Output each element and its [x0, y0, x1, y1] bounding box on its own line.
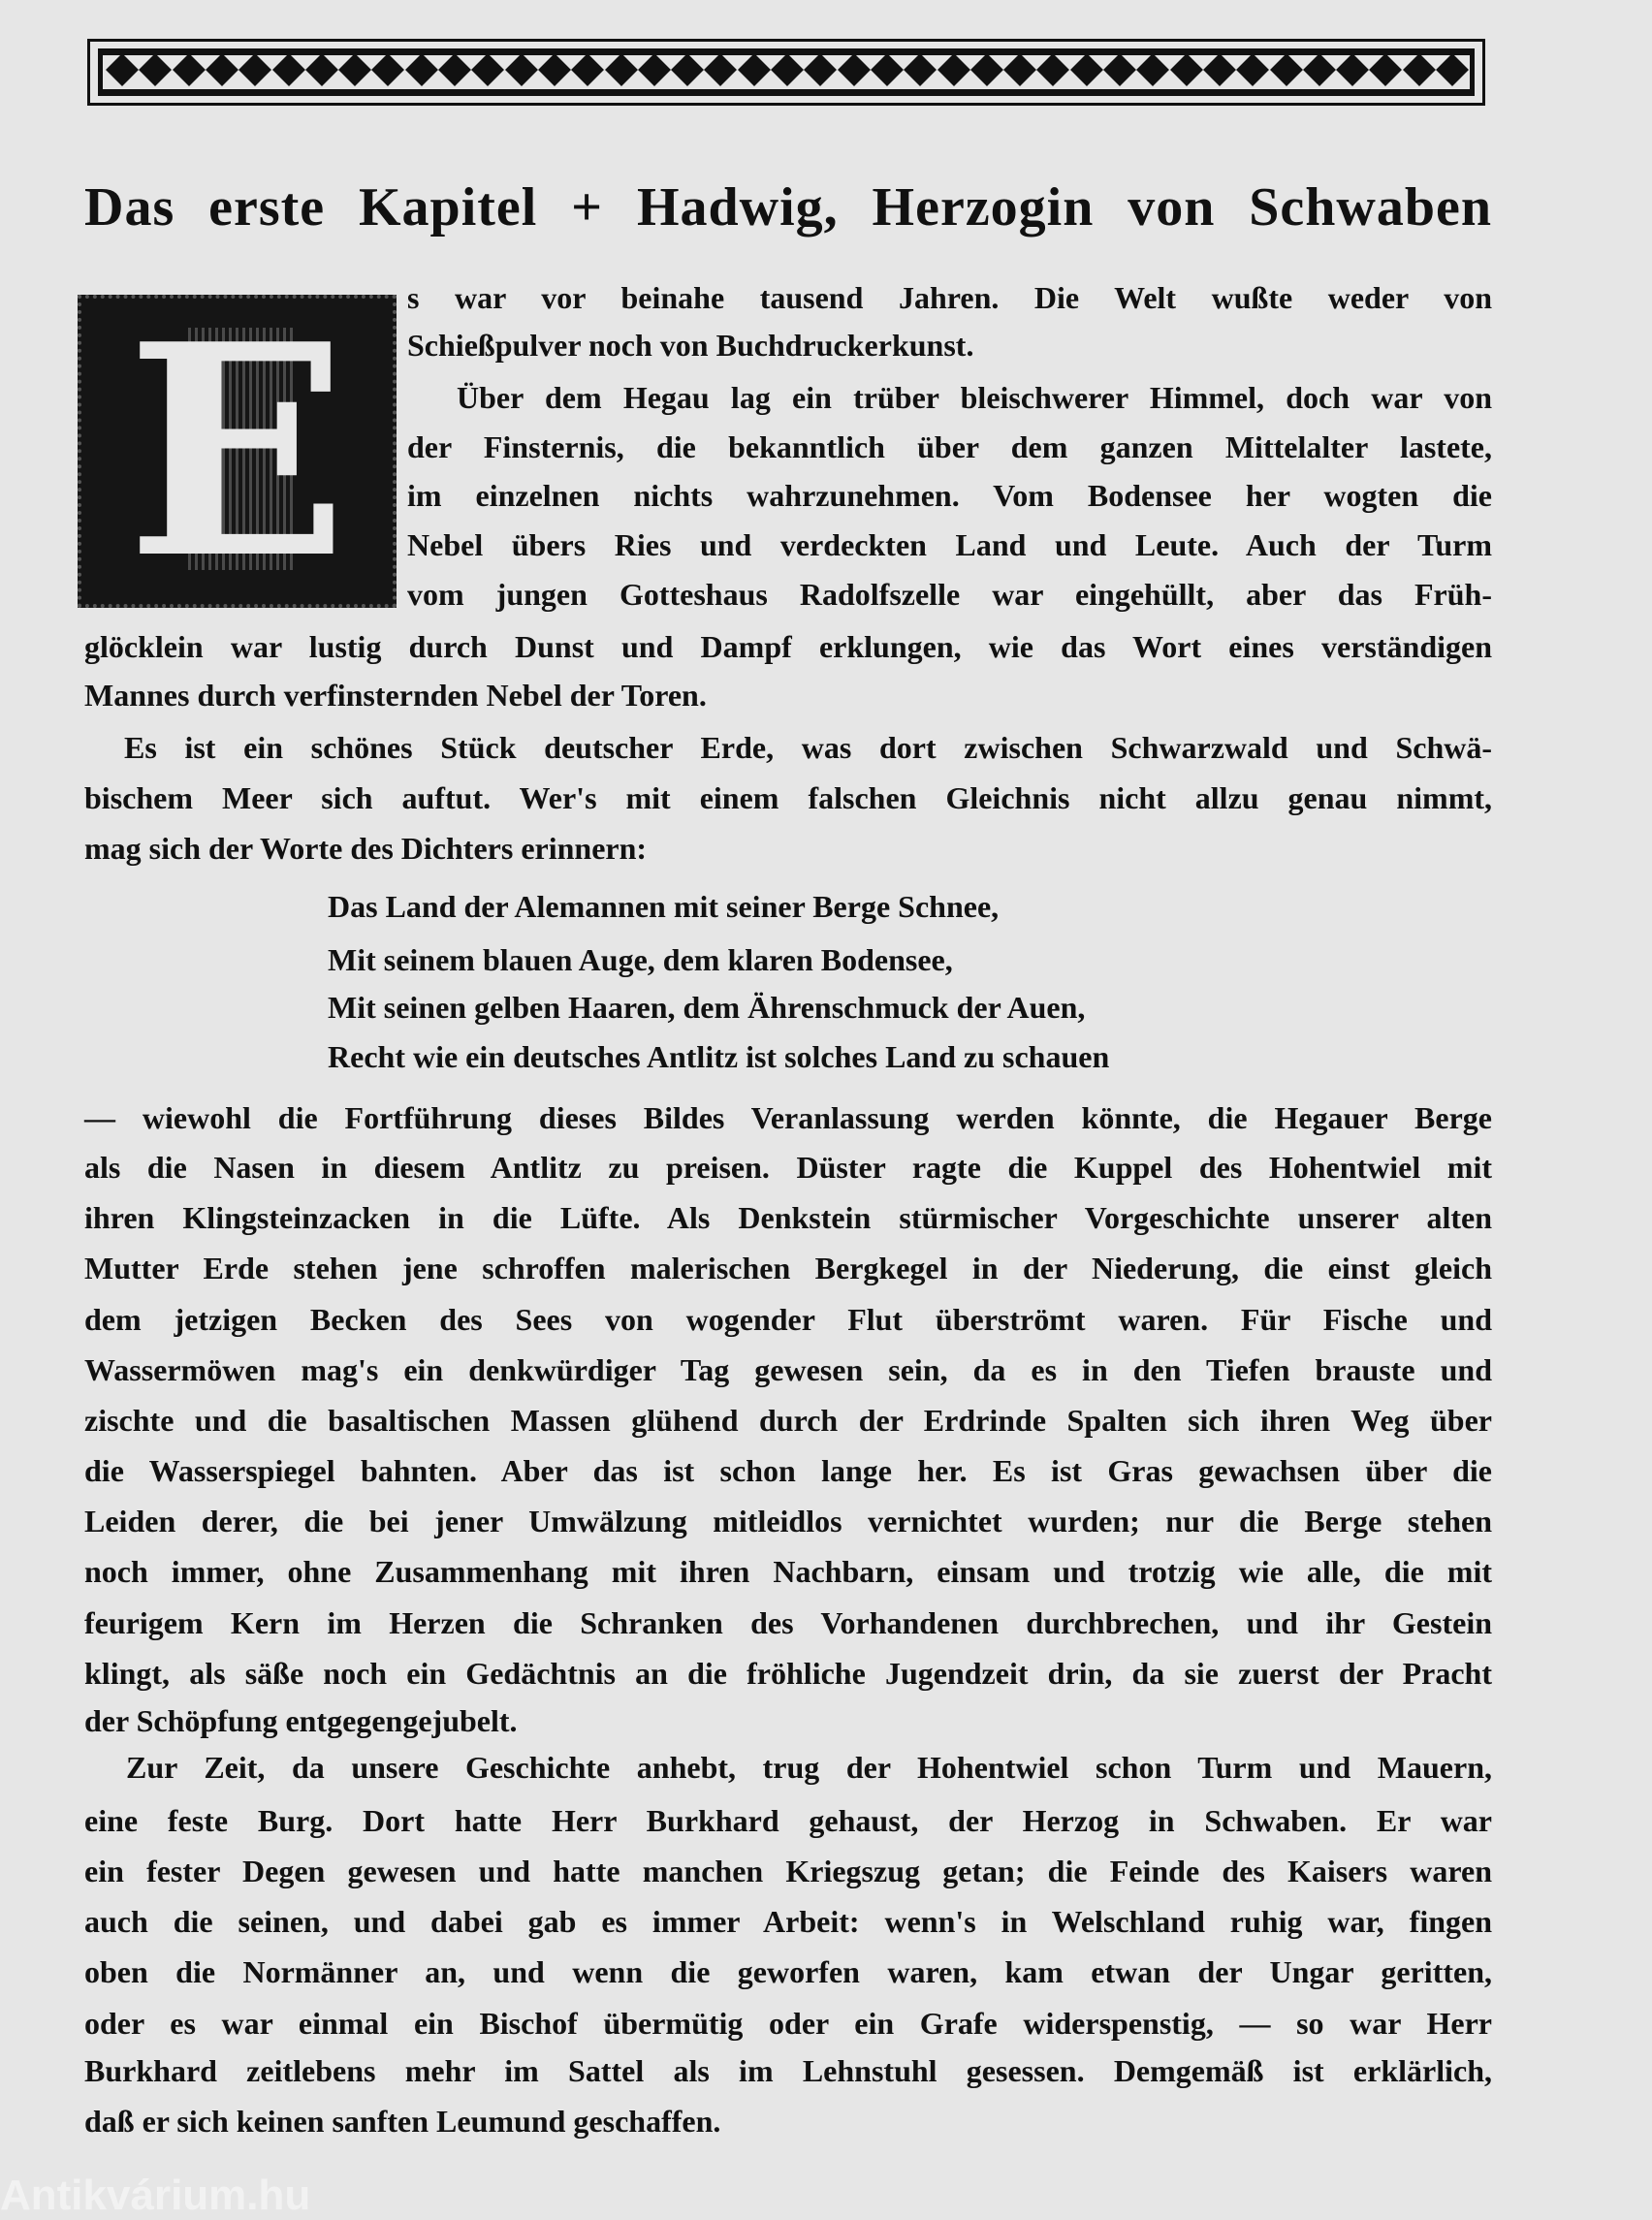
text-line: daß er sich keinen sanften Leumund geschaffen.: [84, 2104, 721, 2139]
diamond-ornament: [638, 53, 671, 86]
text-line: oder es war einmal ein Bischof übermütig oder ein Grafe widerspenstig, — so war Herr: [84, 2006, 1492, 2041]
text-line: der Schöpfung entgegengejubelt.: [84, 1703, 518, 1738]
diamond-ornament: [1036, 53, 1069, 86]
diamond-ornament: [338, 53, 371, 86]
text-line: zischte und die basaltischen Massen glühend durch der Erdrinde Spalten sich ihren Weg über: [84, 1403, 1492, 1438]
diamond-ornament: [738, 53, 771, 86]
diamond-ornament: [1270, 53, 1303, 86]
diamond-ornament: [238, 53, 271, 86]
diamond-ornament: [605, 53, 638, 86]
text-line: Leiden derer, die bei jener Umwälzung mitleidlos vernichtet wurden; nur die Berge stehen: [84, 1504, 1492, 1538]
verse-line: Mit seinem blauen Auge, dem klaren Bodensee,: [328, 942, 953, 977]
text-line: klingt, als säße noch ein Gedächtnis an die fröhliche Jugendzeit drin, da sie zuerst der Pracht: [84, 1656, 1492, 1691]
text-line: auch die seinen, und dabei gab es immer Arbeit: wenn's in Welschland ruhig war, fingen: [84, 1904, 1492, 1939]
diamond-ornament: [173, 53, 206, 86]
diamond-ornament: [206, 53, 238, 86]
diamond-ornament: [405, 53, 438, 86]
diamond-ornament: [970, 53, 1003, 86]
diamond-ornament: [1436, 53, 1469, 86]
verse-line: Mit seinen gelben Haaren, dem Ährenschmuck der Auen,: [328, 990, 1086, 1025]
verse-line: Das Land der Alemannen mit seiner Berge Schnee,: [328, 889, 1000, 924]
diamond-ornament: [1203, 53, 1236, 86]
text-line: — wiewohl die Fortführung dieses Bildes Veranlassung werden könnte, die Hegauer Berge: [84, 1100, 1492, 1135]
diamond-ornament: [937, 53, 970, 86]
text-line: Mutter Erde stehen jene schroffen malerischen Bergkegel in der Niederung, die einst gleich: [84, 1251, 1492, 1285]
diamond-ornament: [1369, 53, 1402, 86]
text-line: der Finsternis, die bekanntlich über dem ganzen Mittelalter lastete,: [407, 429, 1492, 464]
diamond-ornament: [305, 53, 338, 86]
text-line: eine feste Burg. Dort hatte Herr Burkhard gehaust, der Herzog in Schwaben. Er war: [84, 1803, 1492, 1838]
text-line: die Wasserspiegel bahnten. Aber das ist schon lange her. Es ist Gras gewachsen über die: [84, 1453, 1492, 1488]
text-line: Zur Zeit, da unsere Geschichte anhebt, trug der Hohentwiel schon Turm und Mauern,: [126, 1750, 1492, 1785]
text-line: Burkhard zeitlebens mehr im Sattel als im Lehnstuhl gesessen. Demgemäß ist erklärlich,: [84, 2053, 1492, 2088]
diamond-band: [98, 48, 1475, 96]
text-line: Mannes durch verfinsternden Nebel der Toren.: [84, 678, 707, 713]
diamond-ornament: [571, 53, 604, 86]
drop-cap-initial: [78, 279, 397, 622]
watermark: Antikvárium.hu: [0, 2172, 311, 2219]
chapter-title: Das erste Kapitel + Hadwig, Herzogin von Schwaben: [84, 177, 1492, 238]
text-line: mag sich der Worte des Dichters erinnern:: [84, 831, 648, 866]
diamond-ornament: [538, 53, 571, 86]
text-line: Es ist ein schönes Stück deutscher Erde, was dort zwischen Schwarzwald und Schwä-: [124, 730, 1492, 765]
diamond-ornament: [771, 53, 804, 86]
diamond-ornament: [371, 53, 404, 86]
diamond-ornament: [1103, 53, 1136, 86]
diamond-ornament: [838, 53, 871, 86]
ornamental-border: [87, 39, 1485, 106]
diamond-ornament: [139, 53, 172, 86]
text-line: Nebel übers Ries und verdeckten Land und Leute. Auch der Turm: [407, 527, 1492, 562]
text-line: vom jungen Gotteshaus Radolfszelle war eingehüllt, aber das Früh-: [407, 577, 1492, 612]
text-line: Wassermöwen mag's ein denkwürdiger Tag gewesen sein, da es in den Tiefen brauste und: [84, 1352, 1492, 1387]
diamond-ornament: [106, 53, 139, 86]
diamond-ornament: [272, 53, 305, 86]
text-line: ihren Klingsteinzacken in die Lüfte. Als Denkstein stürmischer Vorgeschichte unserer alten: [84, 1200, 1492, 1235]
diamond-ornament: [438, 53, 471, 86]
text-line: im einzelnen nichts wahrzunehmen. Vom Bodensee her wogten die: [407, 478, 1492, 513]
diamond-ornament: [704, 53, 737, 86]
text-line: bischem Meer sich auftut. Wer's mit einem falschen Gleichnis nicht allzu genau nimmt,: [84, 780, 1492, 815]
text-line: noch immer, ohne Zusammenhang mit ihren Nachbarn, einsam und trotzig wie alle, die mit: [84, 1554, 1492, 1589]
text-line: als die Nasen in diesem Antlitz zu preisen. Düster ragte die Kuppel des Hohentwiel mit: [84, 1150, 1492, 1185]
diamond-ornament: [471, 53, 504, 86]
text-line: glöcklein war lustig durch Dunst und Dampf erklungen, wie das Wort eines verständigen: [84, 629, 1492, 664]
text-line: dem jetzigen Becken des Sees von wogender Flut überströmt waren. Für Fische und: [84, 1302, 1492, 1337]
diamond-ornament: [1170, 53, 1203, 86]
text-line: oben die Normänner an, und wenn die geworfen waren, kam etwan der Ungar geritten,: [84, 1954, 1492, 1989]
verse-line: Recht wie ein deutsches Antlitz ist solches Land zu schauen: [328, 1039, 1110, 1074]
diamond-ornament: [804, 53, 837, 86]
diamond-ornament: [1336, 53, 1369, 86]
diamond-ornament: [1070, 53, 1103, 86]
diamond-ornament: [904, 53, 937, 86]
diamond-ornament: [871, 53, 904, 86]
diamond-ornament: [505, 53, 538, 86]
text-line: feurigem Kern im Herzen die Schranken des Vorhandenen durchbrechen, und ihr Gestein: [84, 1605, 1492, 1640]
diamond-ornament: [671, 53, 704, 86]
diamond-ornament: [1003, 53, 1036, 86]
text-line: Über dem Hegau lag ein trüber bleischwerer Himmel, doch war von: [457, 380, 1492, 415]
drop-cap-letter: E: [126, 279, 348, 622]
text-line: s war vor beinahe tausend Jahren. Die Welt wußte weder von: [407, 280, 1492, 315]
diamond-ornament: [1136, 53, 1169, 86]
text-line: ein fester Degen gewesen und hatte manchen Kriegszug getan; die Feinde des Kaisers waren: [84, 1854, 1492, 1888]
diamond-ornament: [1236, 53, 1269, 86]
text-line: Schießpulver noch von Buchdruckerkunst.: [407, 328, 974, 363]
diamond-ornament: [1303, 53, 1336, 86]
diamond-ornament: [1403, 53, 1436, 86]
